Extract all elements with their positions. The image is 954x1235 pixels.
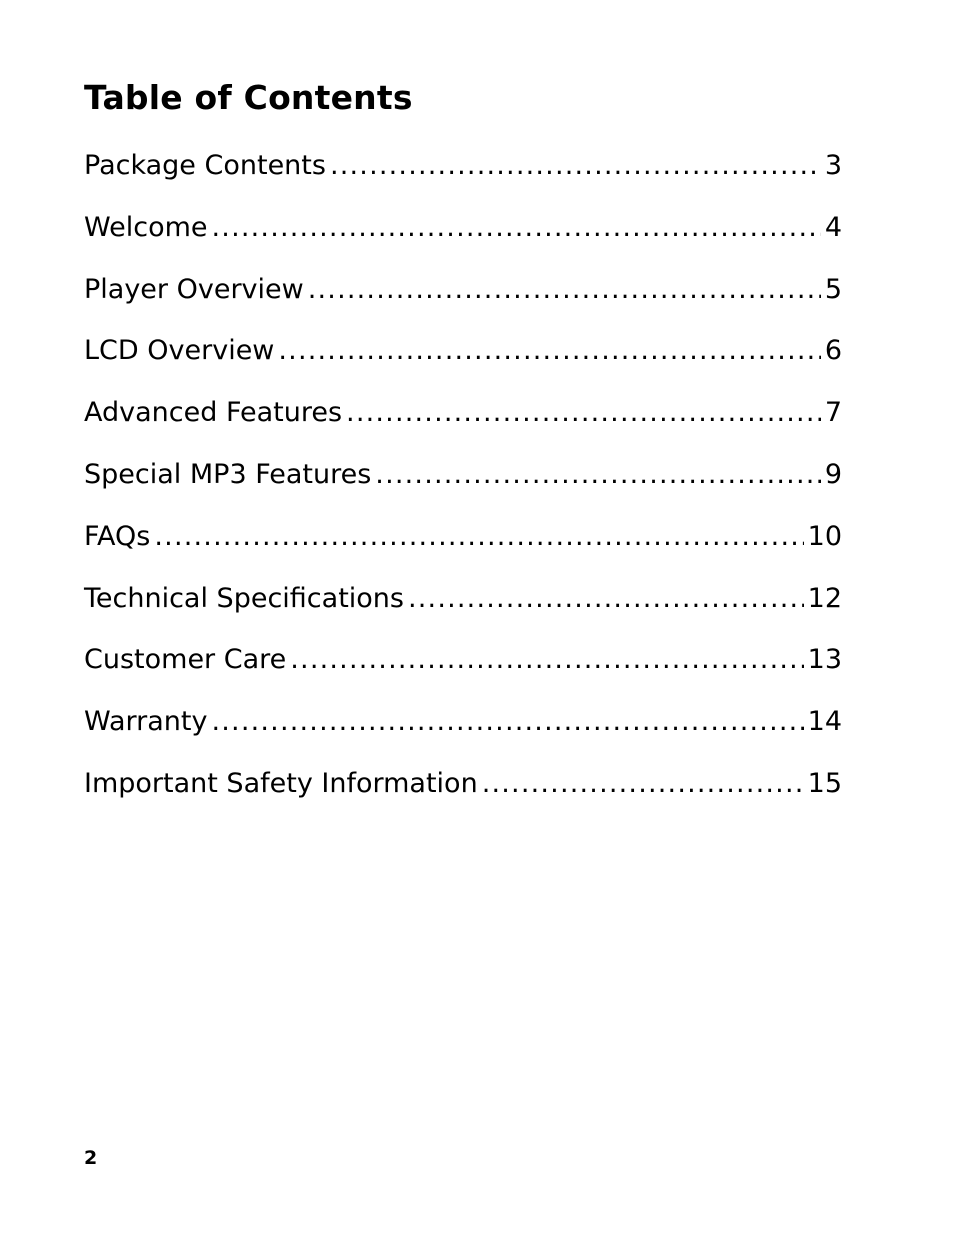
toc-entry-warranty[interactable]	[84, 702, 842, 764]
toc-entry-page: 10	[807, 520, 842, 552]
toc-dot-leader	[154, 517, 803, 557]
toc-entry-advanced-features[interactable]	[84, 393, 842, 455]
toc-dot-leader	[278, 331, 820, 371]
toc-entry-page: 7	[824, 397, 842, 429]
toc-entry-faqs[interactable]	[84, 517, 842, 579]
toc-entry-label: Warranty	[84, 706, 208, 738]
toc-entry-customer-care[interactable]	[84, 640, 842, 702]
toc-dot-leader	[290, 640, 803, 680]
toc-dot-leader	[408, 579, 804, 619]
toc-entry-label: Welcome	[84, 211, 208, 243]
toc-entry-special-mp3-features[interactable]	[84, 455, 842, 517]
toc-entry-page: 6	[824, 335, 842, 367]
toc-entry-page: 14	[807, 706, 842, 738]
toc-entry-label: Package Contents	[84, 150, 326, 181]
toc-entry-label: Technical Specifications	[84, 582, 404, 614]
toc-entry-page: 12	[807, 582, 842, 614]
toc-entry-welcome[interactable]	[84, 208, 842, 270]
toc-entry-player-overview[interactable]	[84, 270, 842, 332]
toc-entry-lcd-overview[interactable]	[84, 331, 842, 393]
toc-entry-page: 9	[824, 458, 842, 490]
toc-entry-page: 3	[824, 150, 842, 181]
toc-entry-important-safety-information[interactable]	[84, 764, 842, 826]
toc-entry-label: LCD Overview	[84, 335, 275, 367]
page-number: 2	[84, 1147, 98, 1169]
toc-dot-leader	[330, 146, 821, 186]
toc-entry-page: 4	[824, 211, 842, 243]
toc-entry-label: Customer Care	[84, 644, 287, 676]
toc-dot-leader	[211, 702, 803, 742]
toc-list	[84, 146, 842, 826]
toc-entry-label: FAQs	[84, 520, 151, 552]
toc-entry-label: Special MP3 Features	[84, 458, 372, 490]
toc-entry-label: Important Safety Information	[84, 767, 478, 799]
toc-entry-label: Advanced Features	[84, 397, 343, 429]
toc-entry-package-contents[interactable]	[84, 146, 842, 208]
toc-dot-leader	[375, 455, 821, 495]
toc-dot-leader	[482, 764, 804, 804]
toc-entry-technical-specifications[interactable]	[84, 579, 842, 641]
toc-entry-page: 15	[807, 767, 842, 799]
page-title: Table of Contents	[84, 78, 413, 117]
toc-entry-page: 13	[807, 644, 842, 676]
toc-entry-label: Player Overview	[84, 273, 304, 305]
toc-dot-leader	[308, 270, 821, 310]
toc-dot-leader	[346, 393, 821, 433]
toc-dot-leader	[212, 208, 821, 248]
toc-entry-page: 5	[824, 273, 842, 305]
